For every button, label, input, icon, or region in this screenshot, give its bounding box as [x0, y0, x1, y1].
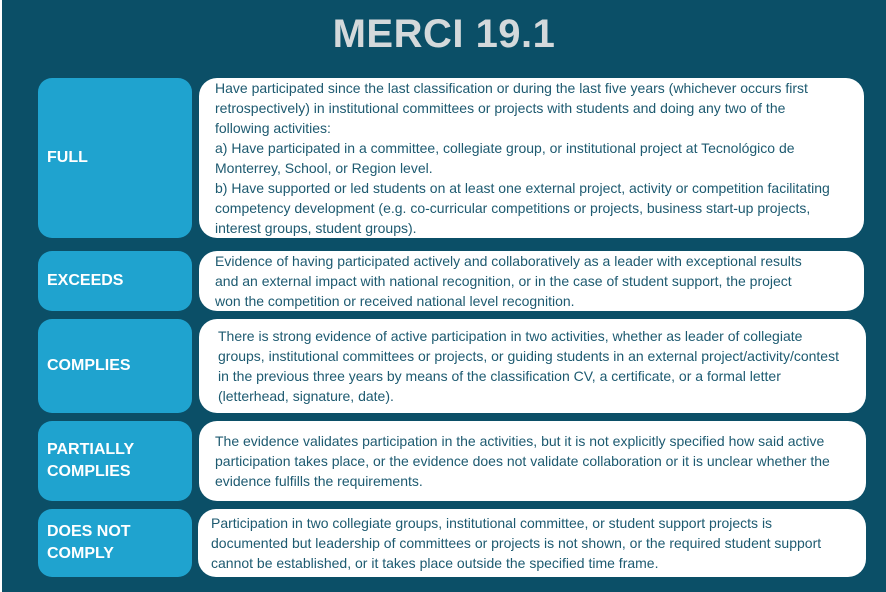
rating-label-complies: [38, 319, 192, 413]
rating-description-text: Evidence of having participated actively and collaboratively as a leader with exceptional results and an external impact with national recognition, or in the case of student support, the project won the competition or received national level recognition.: [215, 253, 802, 309]
rating-label-text: FULL: [47, 149, 88, 166]
rating-label-text: DOES NOT COMPLY: [47, 523, 131, 562]
rating-label-full: [38, 78, 192, 238]
rating-description-partially-complies: [199, 421, 866, 501]
rating-description-text: Participation in two collegiate groups, institutional committee, or student support projects is documented but leadership of committees or projects is not shown, or the required student support cannot be established, or it takes place outside the specified time frame.: [211, 515, 822, 571]
rating-description-does-not-comply: [198, 509, 866, 577]
rating-label-exceeds: [38, 251, 192, 311]
rating-description-full: [199, 78, 864, 238]
rating-label-text: COMPLIES: [47, 357, 131, 374]
rating-label-text: EXCEEDS: [47, 272, 124, 289]
slide: [2, 0, 886, 592]
page-title: MERCI 19.1: [332, 12, 556, 56]
rating-label-does-not-comply: [38, 509, 192, 577]
rating-label-text: PARTIALLY COMPLIES: [47, 441, 135, 480]
rating-description-text: There is strong evidence of active participation in two activities, whether as leader of collegiate groups, institutional committees or projects, or guiding students in an external project/activity/contest in the previous three years by means of the classification CV, a certificate, or a formal letter (letterhead, signature, date).: [218, 328, 839, 404]
rating-description-text: The evidence validates participation in the activities, but it is not explicitly specified how said active participation takes place, or the evidence does not validate collaboration or it is unclear whether the evidence fulfills the requirements.: [215, 433, 830, 489]
rating-description-complies: [199, 319, 866, 413]
rating-description-text: Have participated since the last classification or during the last five years (whichever occurs first retrospectively) in institutional committees or projects with students and doing any two of the following activities: a) Have participated in a committee, collegiate group, or institutional project at Tecnológico de Monterrey, School, or Region level. b) Have supported or led students on at least one external project, activity or competition facilitating competency development (e.g. co-curricular competitions or projects, business start-up projects, interest groups, student groups).: [215, 80, 830, 236]
rating-description-exceeds: [199, 251, 864, 311]
rating-label-partially-complies: [38, 421, 192, 501]
